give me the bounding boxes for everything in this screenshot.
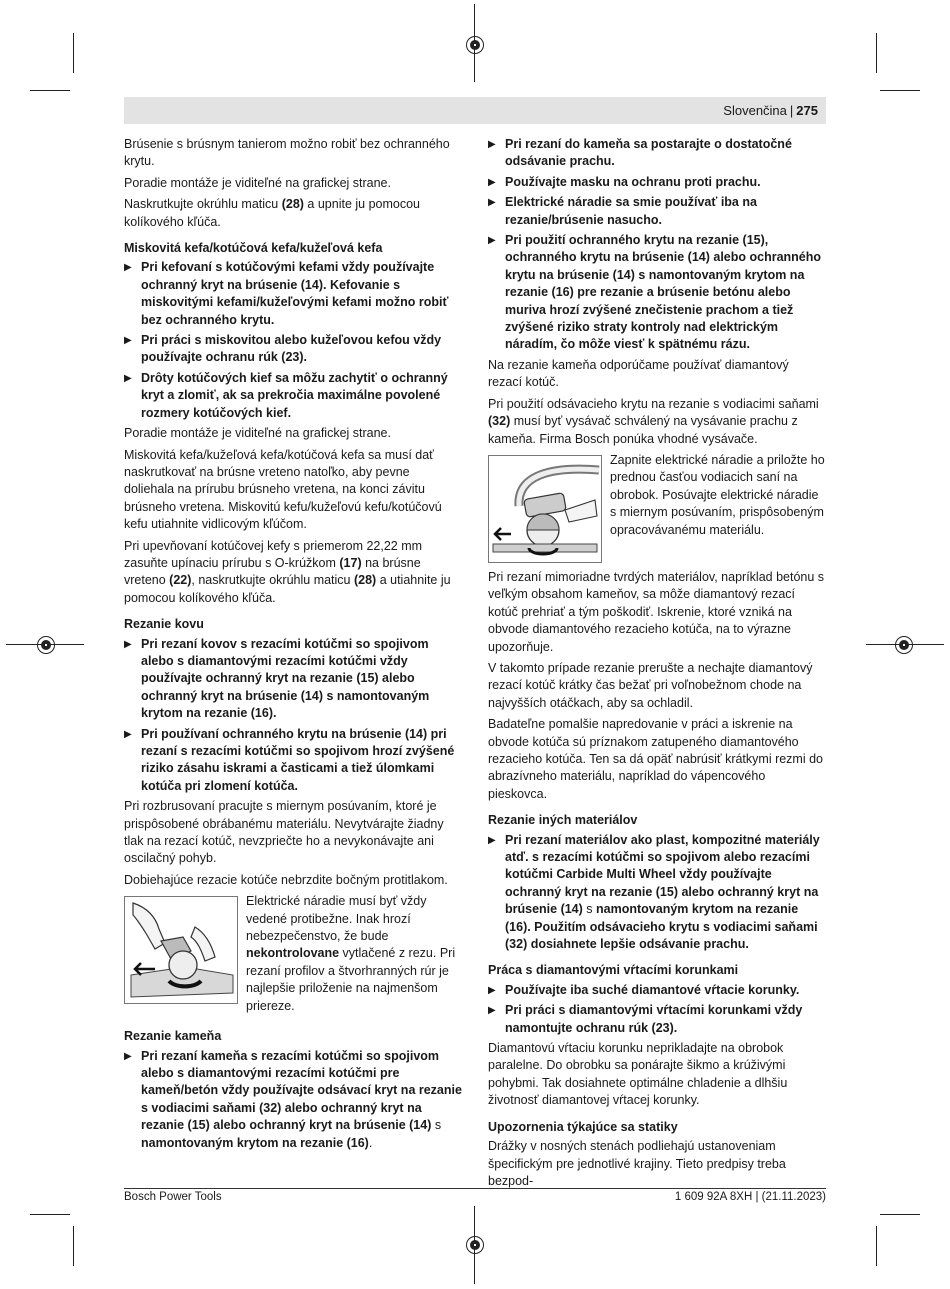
crop-mark	[30, 1214, 70, 1215]
warning-item: ▶ Drôty kotúčových kief sa môžu zachytiť o ochranný kryt a zlomiť, ak sa prekročia maximálne povolené rozmery kotúčových kief.	[124, 370, 462, 422]
registration-mark-icon	[37, 636, 55, 654]
warning-item: ▶ Pri kefovaní s kotúčovými kefami vždy používajte ochranný kryt na brúsenie (14). Kefovanie s miskovitými kefami/kužeľovými kefami možno robiť bez ochranného krytu.	[124, 259, 462, 329]
warning-item: ▶ Používajte iba suché diamantové vŕtacie korunky.	[488, 982, 826, 999]
reference-number: (22)	[169, 573, 192, 588]
illustration-cutting-metal	[124, 896, 238, 1004]
paragraph: Poradie montáže je viditeľné na grafickej strane.	[124, 175, 391, 190]
crop-mark	[73, 33, 74, 73]
paragraph: Diamantovú vŕtaciu korunku neprikladajte na obrobok paralelne. Do obrobku sa ponárajte šikmo a krúživými pohybmi. Tak dosiahnete optimálne chladenie a dlhšiu životnosť diamantovej vŕtacej korunky.	[488, 1041, 788, 1108]
paragraph: Pri použití odsávacieho krytu na rezanie s vodiacimi saňami (32) musí byť vysávač schválený na vysávanie prachu z kameňa. Firma Bosch ponúka vhodné vysávače.	[488, 396, 819, 446]
warning-list	[124, 636, 462, 796]
paragraph: Pri rozbrusovaní pracujte s miernym posúvaním, ktoré je prispôsobené obrábanému materiálu. Nevytvárajte žiadny tlak na rezací kotúč, nevzpriečte ho a nevykonávajte ani oscilačný pohyb.	[124, 799, 444, 866]
section-heading: Práca s diamantovými vŕtacími korunkami	[488, 963, 739, 978]
paragraph: Pri upevňovaní kotúčovej kefy s priemerom 22,22 mm zasuňte upínaciu prírubu s O-krúžkom (17) na brúsne vreteno (22), naskrutkujte okrúhlu maticu (28) a utiahnite ju pomocou kolíkového kľúča.	[124, 538, 451, 605]
paragraph: Dobiehajúce rezacie kotúče nebrzdite bočným protitlakom.	[124, 872, 448, 887]
paragraph: Drážky v nosných stenách podliehajú ustanoveniam špecifickým pre jednotlivé krajiny. Tieto predpisy treba bezpod-	[488, 1139, 786, 1188]
reference-number: (28)	[353, 573, 377, 588]
paragraph: Na rezanie kameňa odporúčame používať diamantový rezací kotúč.	[488, 357, 789, 390]
left-column	[124, 136, 462, 1155]
warning-list	[488, 982, 826, 1037]
paragraph: Pri rezaní mimoriadne tvrdých materiálov, napríklad betónu s veľkým obsahom kameňov, sa môže diamantový rezací kotúč prehriať a tým poškodiť. Iskrenie, ktoré vzniká na obvode diamantového rezacieho kotúča, na to výrazne upozorňuje.	[488, 569, 825, 654]
reference-number: (17)	[339, 555, 362, 570]
paragraph: Zapnite elektrické náradie a priložte ho prednou časťou vodiacich saní na obrobok. Posúvajte elektrické náradie s miernym posúvaním, prispôsobeným opracovávanému materiálu.	[610, 452, 825, 537]
paragraph: Brúsenie s brúsnym tanierom možno robiť bez ochranného krytu.	[124, 137, 450, 169]
grinder-with-dust-hose-icon	[488, 455, 602, 563]
paragraph: Elektrické náradie musí byť vždy vedené protibežne. Inak hrozí nebezpečenstvo, že bude nekontrolovane vytlačené z rezu. Pri rezaní profilov a štvorhranných rúr je najlepšie priloženie na najmenšom priereze.	[246, 894, 456, 1013]
crop-mark	[880, 1214, 920, 1215]
section-heading: Miskovitá kefa/kotúčová kefa/kužeľová kefa	[124, 241, 383, 256]
header-text: Slovenčina | 275	[723, 103, 818, 118]
section-heading: Rezanie iných materiálov	[488, 813, 638, 828]
warning-item: ▶ Elektrické náradie sa smie používať iba na rezanie/brúsenie nasucho.	[488, 194, 826, 229]
reference-number: (28)	[281, 197, 304, 212]
crop-mark	[30, 90, 70, 91]
warning-list	[488, 832, 826, 954]
hand-grinder-cutting-icon	[124, 896, 238, 1004]
warning-list	[124, 1048, 462, 1152]
warning-list	[488, 136, 826, 354]
warning-item: ▶ Pri práci s diamantovými vŕtacími korunkami vždy namontujte ochranu rúk (23).	[488, 1002, 826, 1037]
footer-divider	[124, 1188, 826, 1189]
crop-mark	[876, 33, 877, 73]
warning-item: ▶ Pri rezaní kameňa s rezacími kotúčmi so spojivom alebo s diamantovými rezacími kotúčmi pre kameň/betón vždy používajte odsávací kryt na rezanie s vodiacimi saňami (32) alebo ochranný kryt na rezanie (15) alebo ochranný kryt na brúsenie (14) s namontovaným krytom na rezanie (16).	[124, 1048, 462, 1152]
section-heading: Rezanie kovu	[124, 617, 204, 632]
illustration-stone-cutting	[488, 455, 602, 563]
footer-brand: Bosch Power Tools	[124, 1191, 222, 1203]
paragraph: Badateľne pomalšie napredovanie v práci a iskrenie na obvode kotúča sú príznakom zatupeného diamantového rezacieho kotúča. Ten sa dá opäť nabrúsiť krátkymi rezmi do abrazívneho materiálu, napríklad do vápencového pieskovca.	[488, 717, 824, 801]
crop-mark	[73, 1226, 74, 1266]
footer-document-id: 1 609 92A 8XH | (21.11.2023)	[674, 1191, 826, 1203]
right-column	[488, 136, 826, 1194]
crop-mark	[880, 90, 920, 91]
figure-with-text	[488, 452, 826, 563]
registration-mark-icon	[895, 636, 913, 654]
registration-mark-icon	[466, 36, 484, 54]
crop-mark	[876, 1226, 877, 1266]
paragraph: V takomto prípade rezanie prerušte a nechajte diamantový rezací kotúč krátky čas bežať pri voľnobežnom chode na najvyšších otáčkach, aby sa ochladil.	[488, 660, 813, 710]
warning-item: ▶ Používajte masku na ochranu proti prachu.	[488, 174, 826, 191]
reference-number: (32)	[488, 414, 511, 429]
figure-with-text	[124, 893, 462, 1019]
page-number: 275	[796, 103, 818, 118]
registration-mark-icon	[466, 1236, 484, 1254]
warning-item: ▶ Pri použití ochranného krytu na rezanie (15), ochranného krytu na brúsenie (14) alebo ochranného krytu na brúsenie (14) s namontovaným krytom na rezanie (16) pre rezanie a brúsenie betónu alebo muriva hrozí zvýšené znečistenie prachom a tiež zvýšené riziko straty kontroly nad elektrickým náradím, čo môže viesť k spätnému rázu.	[488, 232, 826, 354]
warning-item: ▶ Pri rezaní do kameňa sa postarajte o dostatočné odsávanie prachu.	[488, 136, 826, 171]
warning-list	[124, 259, 462, 422]
paragraph: Naskrutkujte okrúhlu maticu (28) a upnite ju pomocou kolíkového kľúča.	[124, 197, 420, 229]
page-header	[124, 97, 826, 124]
warning-item: ▶ Pri práci s miskovitou alebo kužeľovou kefou vždy používajte ochranu rúk (23).	[124, 332, 462, 367]
section-heading: Rezanie kameňa	[124, 1029, 222, 1044]
section-heading: Upozornenia týkajúce sa statiky	[488, 1119, 678, 1134]
warning-item: ▶ Pri rezaní materiálov ako plast, kompozitné materiály atď. s rezacími kotúčmi so spojivom alebo rezacími kotúčmi Carbide Multi Wheel vždy používajte ochranný kryt na rezanie (15) alebo ochranný kryt na brúsenie (14) s namontovaným krytom na rezanie (16). Použitím odsávacieho krytu s vodiacimi saňami (32) dosiahnete lepšie odsávanie prachu.	[488, 832, 826, 954]
paragraph: Miskovitá kefa/kužeľová kefa/kotúčová kefa sa musí dať naskrutkovať na brúsne vreteno natoľko, aby pevne doliehala na prírubu brúsneho vretena, na konci závitu brúsneho vretena. Miskovitú kefu/kužeľovú kefu/kotúčovú kefu utiahnite vidlicovým kľúčom.	[124, 447, 442, 532]
header-language: Slovenčina	[723, 103, 787, 118]
warning-item: ▶ Pri používaní ochranného krytu na brúsenie (14) pri rezaní s rezacími kotúčmi so spojivom hrozí zvýšené riziko zásahu iskrami a časticami a tiež úlomkami kotúča pri zlomení kotúča.	[124, 726, 462, 796]
paragraph: Poradie montáže je viditeľné na grafickej strane.	[124, 426, 391, 441]
warning-item: ▶ Pri rezaní kovov s rezacími kotúčmi so spojivom alebo s diamantovými rezacími kotúčmi vždy používajte ochranný kryt na rezanie (15) alebo ochranný kryt na brúsenie (14) s namontovaným krytom na rezanie (16).	[124, 636, 462, 723]
